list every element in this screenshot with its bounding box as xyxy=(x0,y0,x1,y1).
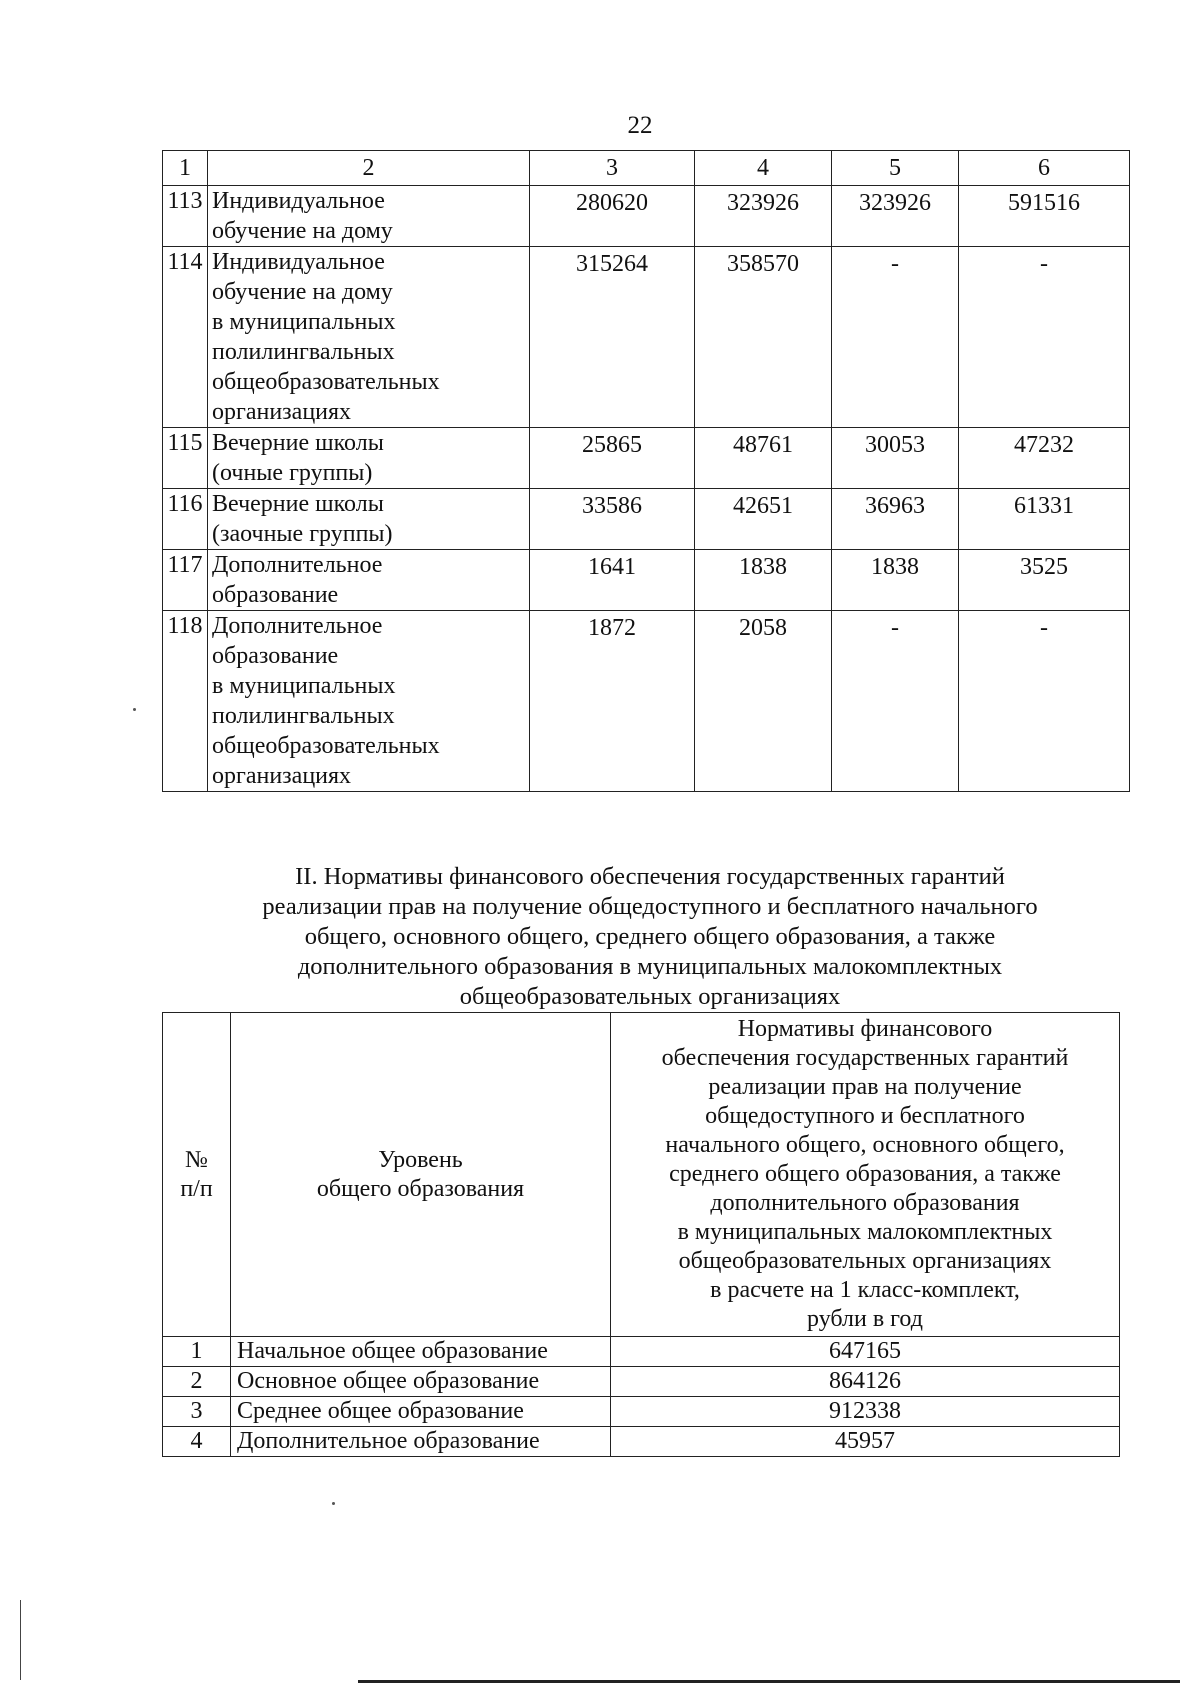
row-name-line: (заочные группы) xyxy=(212,521,393,547)
section-title-line: дополнительного образования в муниципальных малокомплектных xyxy=(297,953,1003,980)
section-title xyxy=(190,862,1110,1012)
row-value: 315264 xyxy=(530,247,695,428)
table-row xyxy=(163,611,1130,792)
row-value: 25865 xyxy=(530,428,695,489)
row-name xyxy=(208,611,530,792)
table-row xyxy=(163,1367,1120,1397)
table-row xyxy=(163,1337,1120,1367)
row-value: - xyxy=(832,247,959,428)
row-name-line: образование xyxy=(212,643,339,669)
table-row xyxy=(163,1427,1120,1457)
row-value: 1872 xyxy=(530,611,695,792)
row-name-line: общеобразовательных xyxy=(212,369,440,395)
norm-value: 912338 xyxy=(611,1397,1120,1427)
small-schools-norms-table xyxy=(162,1012,1120,1457)
section-title-line: общеобразовательных организациях xyxy=(459,983,841,1010)
row-value: 48761 xyxy=(695,428,832,489)
norms-header-text xyxy=(611,1013,1119,1336)
row-value: 3525 xyxy=(959,550,1130,611)
row-name xyxy=(208,428,530,489)
row-name-line: организациях xyxy=(212,399,352,425)
norms-header-line: реализации прав на получение xyxy=(708,1074,1022,1100)
table-row xyxy=(163,550,1130,611)
row-name-line: Дополнительное xyxy=(212,613,383,639)
row-name-line: Вечерние школы xyxy=(212,491,384,517)
row-name-line: в муниципальных xyxy=(212,673,396,699)
row-value: 36963 xyxy=(832,489,959,550)
row-name-line: обучение на дому xyxy=(212,279,393,305)
row-name-line: Индивидуальное xyxy=(212,188,385,214)
row-name-line: полилингвальных xyxy=(212,703,395,729)
row-value: 61331 xyxy=(959,489,1130,550)
row-number: 118 xyxy=(163,611,208,792)
col-norms-header xyxy=(611,1013,1120,1337)
table-header-row xyxy=(163,1013,1120,1337)
norms-header-line: в расчете на 1 класс-комплект, xyxy=(710,1277,1020,1303)
row-name-line: общеобразовательных xyxy=(212,733,440,759)
column-number: 2 xyxy=(208,151,530,186)
col-level-header: Уровень общего образования xyxy=(231,1013,611,1337)
education-level: Среднее общее образование xyxy=(231,1397,611,1427)
row-number: 115 xyxy=(163,428,208,489)
norms-header-line: рубли в год xyxy=(807,1306,923,1332)
norms-header-line: обеспечения государственных гарантий xyxy=(661,1045,1069,1071)
row-value: 358570 xyxy=(695,247,832,428)
row-name xyxy=(208,489,530,550)
row-value: - xyxy=(959,611,1130,792)
page-number: 22 xyxy=(627,112,653,139)
bottom-rule xyxy=(358,1680,1180,1683)
norms-header-line: начального общего, основного общего, xyxy=(665,1132,1065,1158)
row-name-line: Индивидуальное xyxy=(212,249,385,275)
row-name-line: образование xyxy=(212,582,339,608)
norms-header-line: среднего общего образования, а также xyxy=(669,1161,1061,1187)
norm-value: 864126 xyxy=(611,1367,1120,1397)
row-value: 42651 xyxy=(695,489,832,550)
row-value: - xyxy=(832,611,959,792)
column-number: 4 xyxy=(695,151,832,186)
norm-value: 647165 xyxy=(611,1337,1120,1367)
row-name-line: (очные группы) xyxy=(212,460,373,486)
row-value: 280620 xyxy=(530,186,695,247)
row-value: 33586 xyxy=(530,489,695,550)
education-level: Начальное общее образование xyxy=(231,1337,611,1367)
scan-edge-mark xyxy=(20,1600,21,1680)
row-number: 3 xyxy=(163,1397,231,1427)
norms-header-line: дополнительного образования xyxy=(710,1190,1020,1216)
section-title-line: общего, основного общего, среднего общего образования, а также xyxy=(304,923,996,950)
row-name-line: полилингвальных xyxy=(212,339,395,365)
row-number: 117 xyxy=(163,550,208,611)
col-number-header: № п/п xyxy=(163,1013,231,1337)
table-row xyxy=(163,247,1130,428)
row-value: 591516 xyxy=(959,186,1130,247)
row-name-line: в муниципальных xyxy=(212,309,396,335)
education-level: Дополнительное образование xyxy=(231,1427,611,1457)
row-name xyxy=(208,247,530,428)
table-row xyxy=(163,1397,1120,1427)
section-title-line: II. Нормативы финансового обеспечения государственных гарантий xyxy=(295,863,1005,890)
row-name xyxy=(208,186,530,247)
row-value: 1838 xyxy=(695,550,832,611)
table-row xyxy=(163,489,1130,550)
row-number: 2 xyxy=(163,1367,231,1397)
table-row xyxy=(163,186,1130,247)
row-value: 323926 xyxy=(832,186,959,247)
row-value: - xyxy=(959,247,1130,428)
norm-value: 45957 xyxy=(611,1427,1120,1457)
norms-header-line: общеобразовательных организациях xyxy=(678,1248,1052,1274)
funding-table-continued xyxy=(162,150,1130,792)
column-number-row xyxy=(163,151,1130,186)
column-number: 1 xyxy=(163,151,208,186)
table-row xyxy=(163,428,1130,489)
scan-speck xyxy=(133,708,136,711)
row-number: 116 xyxy=(163,489,208,550)
row-name-line: обучение на дому xyxy=(212,218,393,244)
row-value: 47232 xyxy=(959,428,1130,489)
education-level: Основное общее образование xyxy=(231,1367,611,1397)
row-number: 113 xyxy=(163,186,208,247)
row-value: 323926 xyxy=(695,186,832,247)
row-name-line: организациях xyxy=(212,763,352,789)
norms-header-line: Нормативы финансового xyxy=(737,1016,993,1042)
column-number: 5 xyxy=(832,151,959,186)
row-number: 114 xyxy=(163,247,208,428)
section-title-line: реализации прав на получение общедоступного и бесплатного начального xyxy=(262,893,1038,920)
row-name xyxy=(208,550,530,611)
row-number: 4 xyxy=(163,1427,231,1457)
norms-header-line: общедоступного и бесплатного xyxy=(705,1103,1025,1129)
norms-header-line: в муниципальных малокомплектных xyxy=(677,1219,1053,1245)
row-number: 1 xyxy=(163,1337,231,1367)
row-value: 2058 xyxy=(695,611,832,792)
column-number: 6 xyxy=(959,151,1130,186)
column-number: 3 xyxy=(530,151,695,186)
row-value: 1641 xyxy=(530,550,695,611)
row-name-line: Вечерние школы xyxy=(212,430,384,456)
row-value: 30053 xyxy=(832,428,959,489)
scan-speck xyxy=(332,1502,335,1505)
row-value: 1838 xyxy=(832,550,959,611)
row-name-line: Дополнительное xyxy=(212,552,383,578)
